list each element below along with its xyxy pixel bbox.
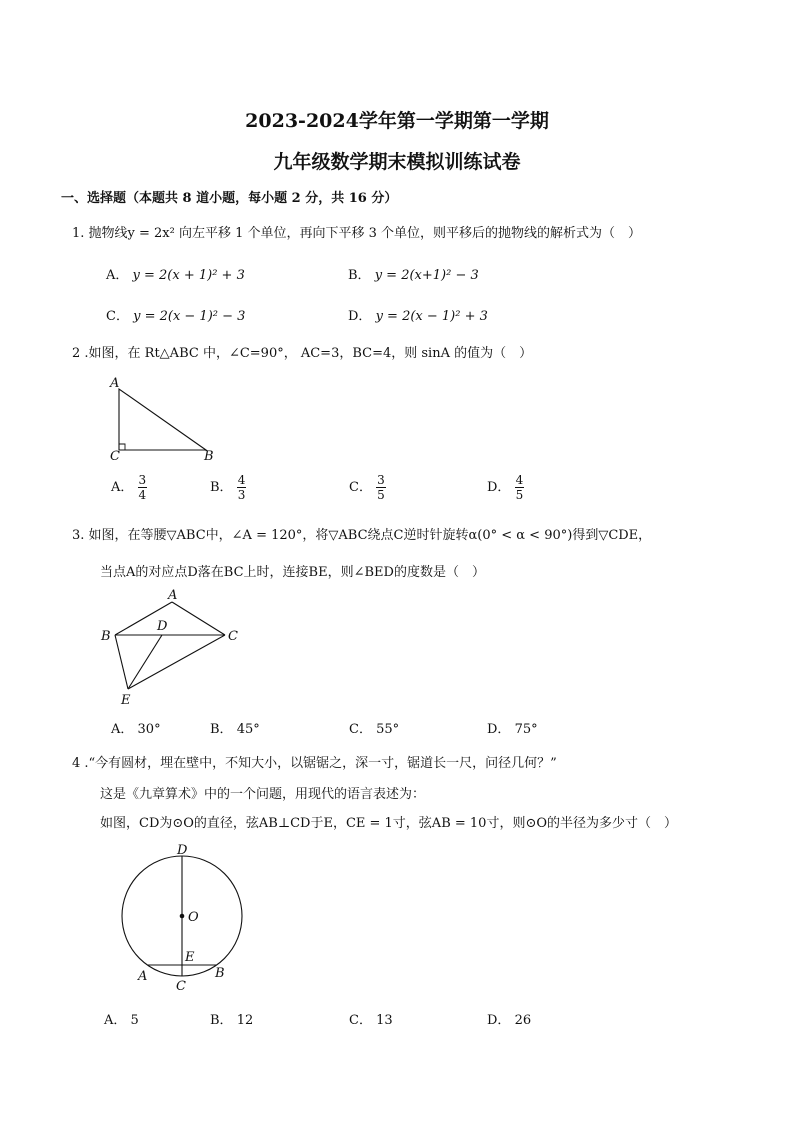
option-label: A． <box>111 722 134 737</box>
question-3-stem-line1: 3. 如图，在等腰▽ABC中，∠A = 120°，将▽ABC绕点C逆时针旋转α(0° < α < 90°)得到▽CDE， <box>72 528 652 543</box>
label-d: D <box>177 843 188 858</box>
question-3-stem-line2: 当点A的对应点D落在BC上时，连接BE，则∠BED的度数是（ ） <box>100 565 485 580</box>
question-4-option-a <box>104 1009 139 1028</box>
option-text: y = 2(x − 1)² − 3 <box>133 309 246 324</box>
question-3-option-d <box>487 718 538 737</box>
question-4-option-b <box>210 1009 253 1028</box>
question-4-option-c <box>349 1009 393 1028</box>
fraction: $\frac{3}{4}$ <box>138 473 147 502</box>
option-label: C． <box>106 309 129 324</box>
option-text: y = 2(x + 1)² + 3 <box>132 268 245 283</box>
option-label: A． <box>106 268 129 283</box>
question-4-stem-line2: 这是《九章算术》中的一个问题，用现代的语言表述为： <box>100 787 426 802</box>
segment-ec <box>128 635 225 689</box>
option-text: y = 2(x − 1)² + 3 <box>375 309 488 324</box>
segment-ed <box>128 635 162 689</box>
segment-be <box>115 635 128 689</box>
label-d: D <box>157 619 168 634</box>
label-c: C <box>228 629 238 644</box>
option-label: B． <box>210 1013 233 1028</box>
label-a: A <box>110 376 120 391</box>
option-label: B． <box>348 268 371 283</box>
fraction: $\frac{3}{5}$ <box>377 473 385 502</box>
label-o: O <box>188 910 199 925</box>
option-text: 75° <box>514 722 538 737</box>
option-label: D． <box>348 309 372 324</box>
label-e: E <box>185 950 195 965</box>
option-text: 26 <box>514 1013 532 1028</box>
option-label: D． <box>487 480 511 495</box>
question-1-option-b <box>348 264 479 283</box>
label-c: C <box>110 449 120 464</box>
exam-title-line2: 九年级数学期末模拟训练试卷 <box>273 151 521 173</box>
question-3-option-c <box>349 718 399 737</box>
option-label: B． <box>210 722 233 737</box>
option-label: C． <box>349 1013 372 1028</box>
option-text: 55° <box>376 722 400 737</box>
question-4-stem-line1: 4 .“今有圆材，埋在壁中，不知大小，以锯锯之，深一寸，锯道长一尺，问径几何？” <box>72 756 557 771</box>
question-2-option-d <box>487 473 524 502</box>
option-label: B． <box>210 480 233 495</box>
option-text: 13 <box>376 1013 393 1028</box>
question-2-option-c <box>349 473 386 502</box>
question-3-figure <box>95 585 255 710</box>
question-2-stem: 2 .如图，在 Rt△ABC 中，∠C=90°， AC=3，BC=4，则 sinA 的值为（ ） <box>72 346 533 361</box>
question-2-option-a <box>111 473 147 502</box>
question-2-option-b <box>210 473 246 502</box>
option-text: 5 <box>130 1013 139 1028</box>
question-4-stem-line3: 如图，CD为⊙O的直径，弦AB⊥CD于E，CE = 1寸，弦AB = 10寸，则⊙O的半径为多少寸（ ） <box>100 816 678 831</box>
option-text: 30° <box>137 722 161 737</box>
option-label: C． <box>349 480 372 495</box>
label-a: A <box>168 588 178 603</box>
question-3-option-a <box>111 718 161 737</box>
option-label: A． <box>104 1013 127 1028</box>
section-heading: 一、选择题（本题共 8 道小题，每小题 2 分，共 16 分） <box>61 191 398 206</box>
label-b: B <box>215 966 225 981</box>
exam-title-line1: 2023-2024学年第一学期第一学期 <box>245 110 549 132</box>
question-1-option-d <box>348 305 488 324</box>
question-4-figure <box>115 838 255 998</box>
center-point <box>180 914 185 919</box>
question-3-option-b <box>210 718 260 737</box>
option-label: A． <box>111 480 134 495</box>
label-e: E <box>121 693 131 708</box>
triangle-abc <box>119 389 206 450</box>
option-label: D． <box>487 1013 511 1028</box>
option-text: y = 2(x+1)² − 3 <box>374 268 479 283</box>
label-c: C <box>176 979 186 994</box>
label-b: B <box>204 449 214 464</box>
label-a: A <box>138 969 148 984</box>
question-1-option-c <box>106 305 245 324</box>
option-text: 12 <box>236 1013 254 1028</box>
option-text: 45° <box>236 722 260 737</box>
question-1-option-a <box>106 264 245 283</box>
fraction: $\frac{4}{5}$ <box>515 473 524 502</box>
segment-ac <box>172 602 225 635</box>
option-label: D． <box>487 722 511 737</box>
question-1-stem: 1. 抛物线y = 2x² 向左平移 1 个单位，再向下平移 3 个单位，则平移后的抛物线的解析式为（ ） <box>72 226 642 241</box>
option-label: C． <box>349 722 372 737</box>
fraction: $\frac{4}{3}$ <box>237 473 246 502</box>
label-b: B <box>101 629 111 644</box>
question-2-figure <box>100 372 230 467</box>
question-4-option-d <box>487 1009 531 1028</box>
